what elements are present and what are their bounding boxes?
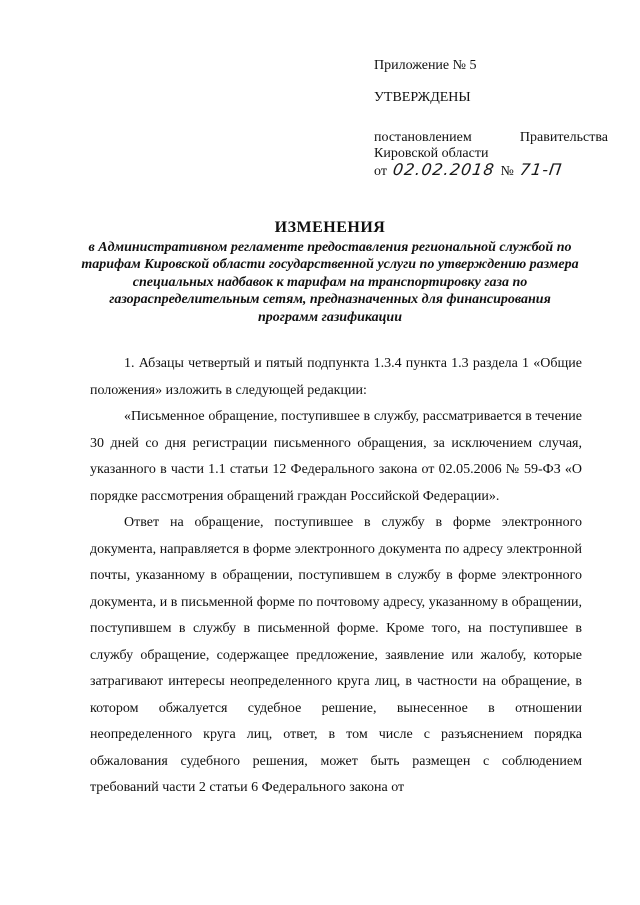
appendix-label: Приложение № 5 — [374, 58, 477, 73]
heading-title: ИЗМЕНЕНИЯ — [274, 219, 386, 236]
decree-line — [374, 130, 608, 146]
paragraph-3: Ответ на обращение, поступившее в службу в форме электронного документа, направляется в форме электронного документа по адресу электронной почты, указанному в обращении, поступившем в службу в форме электронного документа, и в письменной форме по почтовому адресу, указанному в обращении, поступившем в службу в письменной форме. Кроме того, на поступившее в службу обращение, содержащее предложение, заявление или жалобу, которые затрагивают интересы неопределенного круга лиц, в частности на обращение, в котором обжалуется судебное решение, вынесенное в отношении неопределенного круга лиц, ответ, в том числе с разъяснением порядка обжалования судебного решения, может быть размещен с соблюдением требований части 2 статьи 6 Федерального закона от — [90, 515, 582, 795]
document-body — [90, 351, 582, 802]
handwritten-date: 02.02.2018 — [391, 160, 496, 179]
paragraph-2: «Письменное обращение, поступившее в службу, рассматривается в течение 30 дней со дня регистрации письменного обращения, за исключением случая, указанного в части 1.1 статьи 12 Федерального закона от 02.05.2006 № 59-ФЗ «О порядке рассмотрения обращений граждан Российской Федерации». — [90, 409, 582, 504]
government-word: Правительства — [519, 130, 608, 145]
date-prefix: от — [374, 164, 387, 179]
date-line — [374, 162, 608, 180]
decree-word: постановлением — [374, 130, 472, 145]
approval-block — [374, 58, 608, 180]
paragraph-1: 1. Абзацы четвертый и пятый подпункта 1.3.4 пункта 1.3 раздела 1 «Общие положения» изложить в следующей редакции: — [90, 356, 582, 398]
approved-label: УТВЕРЖДЕНЫ — [374, 90, 471, 105]
handwritten-number: 71-П — [518, 160, 564, 179]
region-line: Кировской области — [374, 146, 489, 161]
number-sign: № — [500, 164, 514, 179]
document-heading — [78, 219, 582, 326]
heading-subtitle: в Административном регламенте предоставления региональной службой по тарифам Кировской области государственной услуги по утверждению размера специальных надбавок к тарифам на транспортировку газа по газораспределительным сетям, предназначенных для финансирования программ газификации — [81, 239, 579, 325]
